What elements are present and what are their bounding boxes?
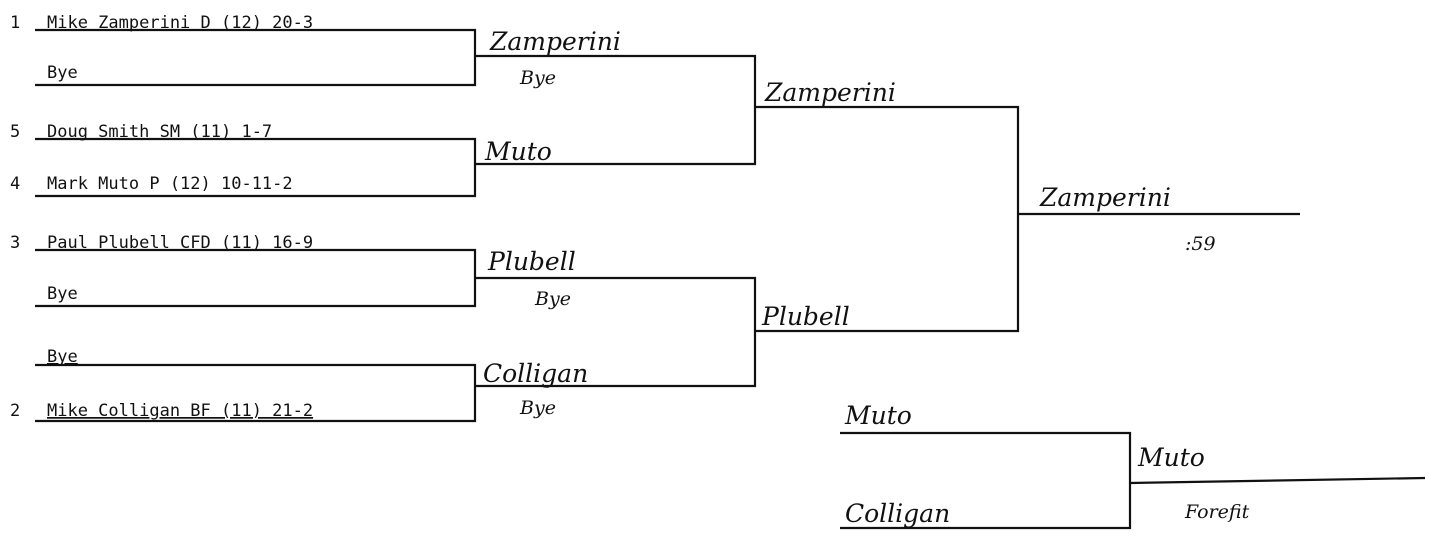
seed-3: 3 [10, 233, 21, 253]
consolation-entrant-1: Muto [845, 401, 912, 430]
round2-winner-1: Zamperini [490, 27, 621, 56]
round2-winner-4: Colligan [483, 359, 589, 388]
seed-2: 2 [10, 401, 21, 421]
entrant-muto: Mark Muto P (12) 10-11-2 [47, 174, 293, 194]
entrant-plubell: Paul Plubell CFD (11) 16-9 [47, 233, 314, 253]
entrant-zamperini: Mike Zamperini D (12) 20-3 [47, 13, 314, 33]
entrant-colligan: Mike Colligan BF (11) 21-2 [47, 401, 314, 421]
round2-winner-2: Muto [485, 137, 552, 166]
consolation-entrant-2: Colligan [845, 499, 951, 528]
entrant-bye-2: Bye [47, 284, 78, 304]
round2-winner-3: Plubell [488, 247, 576, 276]
round2-result-1: Bye [520, 67, 556, 89]
bracket-line-consolation-final [1130, 478, 1425, 483]
champion-result: :59 [1185, 233, 1216, 255]
entrant-smith: Doug Smith SM (11) 1-7 [47, 122, 273, 142]
round2-result-3: Bye [535, 288, 571, 310]
bracket-lines [35, 30, 1425, 528]
bracket-line-pair-3 [35, 250, 475, 306]
seed-5: 5 [10, 122, 21, 142]
round2-result-4: Bye [520, 397, 556, 419]
bracket-line-semifinal [755, 107, 1018, 331]
entrant-bye-1: Bye [47, 63, 78, 83]
seed-4: 4 [10, 174, 21, 194]
consolation-result: Forefit [1185, 501, 1250, 523]
champion-name: Zamperini [1040, 183, 1171, 212]
consolation-winner: Muto [1138, 443, 1205, 472]
seed-1: 1 [10, 13, 21, 33]
bracket-line-pair-1 [35, 30, 475, 85]
entrant-bye-3: Bye [47, 347, 78, 367]
semifinal-winner-top: Zamperini [765, 78, 896, 107]
semifinal-winner-bottom: Plubell [762, 302, 850, 331]
